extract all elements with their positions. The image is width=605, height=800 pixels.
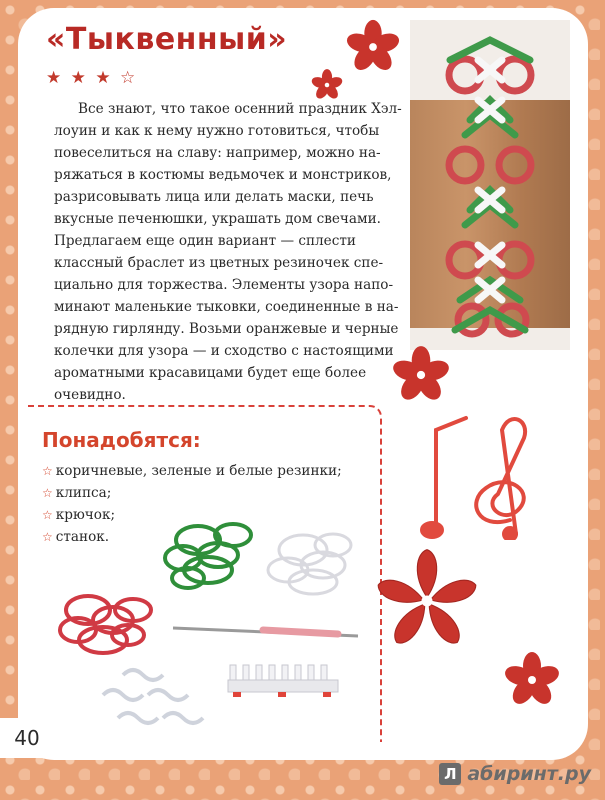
- page-title: «Тыквенный»: [46, 22, 288, 57]
- watermark: [439, 763, 591, 785]
- list-item: ☆ крючок;: [42, 507, 116, 523]
- star-bullet-icon: ☆: [42, 464, 53, 478]
- star-icon: ★: [46, 68, 64, 88]
- star-icon: ★: [70, 68, 88, 88]
- flower-icon: [344, 18, 402, 76]
- intro-text: Все знают, что такое осенний праздник Хэл- лоуин и как к нему нужно готовиться, чтобы повеселиться на славу: например, можно на- ряжаться в костюмы ведьмочек и монстриков, разрисовывать лица или делать маски, печь вкусные печенюшки, украшать дом свечами. Предлагаем еще один вариант — сплести классный браслет из цветных резиночек спе- циально для торжества. Элементы узора напо- минают маленькие тыковки, соединенные в на- рядную гирлянду. Возьми оранжевые и черные колечки для узора — и сходство с настоящими ароматными красавицами будет еще более очевидно.: [54, 101, 402, 403]
- list-item: ☆ станок.: [42, 529, 110, 545]
- star-bullet-icon: ☆: [42, 486, 53, 500]
- star-bullet-icon: ☆: [42, 508, 53, 522]
- labirint-logo-icon: Л: [439, 763, 461, 785]
- flower-icon: [310, 68, 344, 102]
- difficulty-stars: [46, 68, 137, 88]
- list-item: ☆ коричневые, зеленые и белые резинки;: [42, 463, 342, 479]
- bracelet-photo: [410, 20, 570, 350]
- list-item: ☆ клипса;: [42, 485, 112, 501]
- flower-icon: [390, 344, 452, 406]
- star-bullet-icon: ☆: [42, 530, 53, 544]
- flower-icon: [502, 650, 562, 710]
- watermark-text: абиринт.ру: [467, 763, 591, 785]
- materials-title: Понадобятся:: [42, 428, 201, 452]
- empty-star-icon: ☆: [119, 68, 138, 88]
- materials-illustration: [38, 500, 368, 740]
- bracelet-image: [410, 20, 570, 350]
- treble-clef-icon: [418, 410, 548, 540]
- flower-icon: [372, 546, 482, 656]
- book-page: [18, 8, 588, 760]
- star-icon: ★: [95, 68, 113, 88]
- page-number: 40: [0, 718, 54, 758]
